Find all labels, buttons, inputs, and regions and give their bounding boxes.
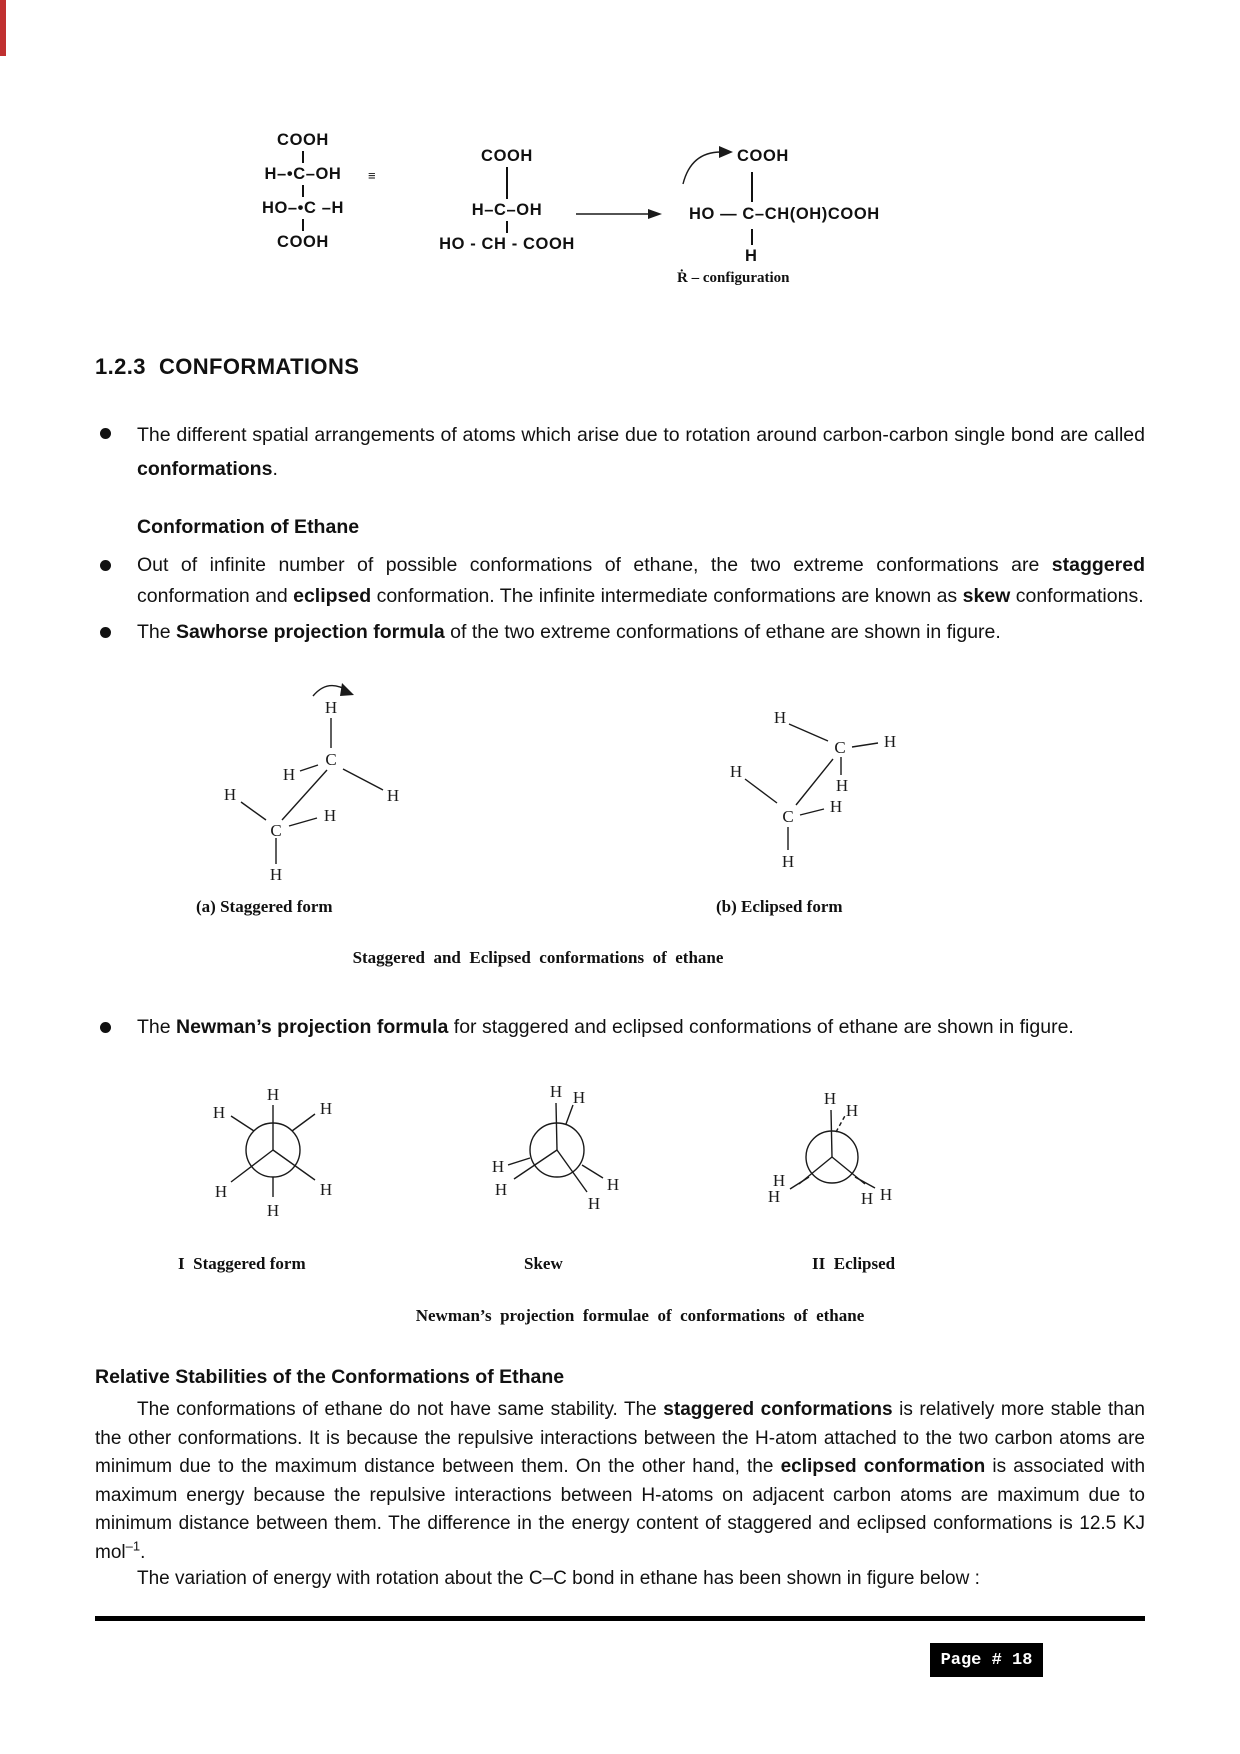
bullet-icon — [100, 1022, 111, 1033]
atom-labels — [768, 1089, 892, 1208]
svg-text:H: H — [282, 765, 296, 784]
svg-text:H: H — [829, 797, 843, 816]
newman-staggered-label: I Staggered form — [178, 1254, 306, 1273]
eclipsed-sawhorse-figure — [700, 695, 910, 877]
newman-staggered-figure — [185, 1075, 365, 1227]
front-bonds — [799, 1110, 865, 1184]
bond-vertical — [302, 219, 304, 231]
newman-skew-figure — [470, 1075, 650, 1227]
atom-labels — [730, 708, 896, 871]
formula-line: HO — C–CH(OH)COOH — [689, 205, 880, 223]
sawhorse-text — [137, 617, 1145, 648]
bonds — [241, 718, 383, 864]
bonds — [745, 724, 878, 850]
svg-text:C: C — [270, 821, 282, 840]
text-run: The — [137, 621, 177, 643]
newman-figure-caption: Newman’s projection formulae of conformations of ethane — [415, 1306, 865, 1325]
page-number-label: Page # 18 — [940, 1650, 1033, 1670]
svg-text:H: H — [860, 1189, 874, 1208]
energy-variation-paragraph: The variation of energy with rotation about the C–C bond in ethane has been shown in figure below : — [137, 1568, 980, 1589]
reaction-arrow-icon — [572, 200, 664, 228]
bond-vertical — [506, 221, 508, 233]
bond-vertical — [302, 151, 304, 163]
svg-text:H: H — [549, 1082, 563, 1101]
svg-text:H: H — [606, 1175, 620, 1194]
svg-text:C: C — [325, 750, 337, 769]
svg-text:H: H — [266, 1201, 280, 1220]
text-run: for staggered and eclipsed conformations of ethane are shown in figure. — [448, 1016, 1074, 1038]
configuration-caption: Ṙ – configuration — [677, 270, 790, 286]
svg-text:H: H — [767, 1187, 781, 1206]
svg-text:H: H — [319, 1180, 333, 1199]
subheading-conformation-of-ethane: Conformation of Ethane — [137, 516, 360, 538]
newman-eclipsed-label: II Eclipsed — [812, 1254, 896, 1273]
text-run-bold: eclipsed conformation — [780, 1456, 986, 1477]
svg-text:H: H — [823, 1089, 837, 1108]
svg-text:H: H — [879, 1185, 893, 1204]
formula-line: H — [745, 247, 758, 265]
text-run-bold: staggered conformations — [663, 1399, 893, 1420]
formula-line: COOH — [277, 233, 329, 251]
superscript: –1 — [125, 1538, 141, 1554]
svg-text:H: H — [729, 762, 743, 781]
text-run: is relatively more stable than the other conformations. It is because the repulsive interactions between the H-atom attached to the two carbon atoms are minimum due to the maximum distance between them. On the other hand, the — [95, 1399, 1145, 1477]
equivalence-symbol: ≡ — [368, 168, 376, 183]
page-number-badge — [930, 1643, 1043, 1677]
formula-line: COOH — [481, 147, 533, 165]
staggered-eclipsed-text — [137, 550, 1145, 612]
rotation-arrow-icon — [313, 683, 354, 696]
bond-vertical — [302, 185, 304, 197]
text-run: of the two extreme conformations of ethane are shown in figure. — [444, 621, 1001, 643]
svg-text:H: H — [883, 732, 897, 751]
front-bonds — [514, 1103, 587, 1192]
svg-text:H: H — [324, 698, 338, 717]
formula-line: COOH — [737, 147, 789, 165]
text-run: Out of infinite number of possible conformations of ethane, the two extreme conformations are — [137, 554, 1052, 576]
staggered-form-label: (a) Staggered form — [196, 897, 333, 916]
svg-text:H: H — [386, 786, 400, 805]
text-run: . — [140, 1541, 146, 1563]
bond-vertical — [751, 172, 753, 202]
svg-text:H: H — [491, 1157, 505, 1176]
svg-text:H: H — [212, 1103, 226, 1122]
svg-text:H: H — [323, 806, 337, 825]
bond-vertical — [751, 229, 753, 245]
condensed-structure — [438, 146, 576, 254]
formula-line: COOH — [277, 131, 329, 149]
svg-text:C: C — [782, 807, 794, 826]
tartaric-acid-fischer-structure — [218, 130, 388, 252]
bullet-icon — [100, 627, 111, 638]
newman-text — [137, 1012, 1145, 1043]
section-heading — [95, 354, 359, 380]
svg-text:H: H — [319, 1099, 333, 1118]
formula-line: HO - CH - COOH — [439, 235, 575, 253]
formula-line: H–C–OH — [471, 201, 543, 219]
text-run-bold: Sawhorse projection formula — [176, 621, 445, 643]
rear-bonds — [508, 1105, 603, 1178]
front-bonds — [231, 1105, 315, 1182]
sawhorse-figure-caption: Staggered and Eclipsed conformations of ethane — [352, 948, 724, 967]
svg-text:H: H — [494, 1180, 508, 1199]
svg-text:H: H — [845, 1101, 859, 1120]
bullet-icon — [100, 560, 111, 571]
text-run: The — [137, 1016, 177, 1038]
text-run: is associated with maximum energy because the repulsive interactions between H-atoms on adjacent carbon atoms are maximum due to minimum distance between them. The difference in the energy content of staggered and eclipsed conformations is 12.5 KJ mol — [95, 1456, 1146, 1563]
svg-text:H: H — [214, 1182, 228, 1201]
footer-rule — [95, 1616, 1145, 1621]
svg-text:C: C — [834, 738, 846, 757]
formula-line: H–•C–OH — [264, 165, 342, 183]
svg-text:H: H — [587, 1194, 601, 1213]
text-run: conformations. — [1010, 585, 1144, 607]
text-run-bold: eclipsed — [293, 585, 372, 607]
svg-text:H: H — [781, 852, 795, 871]
svg-text:H: H — [772, 1171, 786, 1190]
conformations-definition — [137, 418, 1145, 486]
stability-paragraph — [95, 1396, 1145, 1567]
formula-line: HO–•C –H — [261, 199, 345, 217]
text-run: conformation and — [137, 585, 294, 607]
scan-artifact — [0, 0, 6, 56]
svg-text:H: H — [572, 1088, 586, 1107]
section-title: CONFORMATIONS — [158, 354, 360, 379]
text-run: The conformations of ethane do not have same stability. The — [137, 1399, 664, 1420]
bond-vertical — [506, 167, 508, 199]
section-number: 1.2.3 — [95, 354, 146, 379]
stability-heading: Relative Stabilities of the Conformations of Ethane — [95, 1366, 565, 1388]
svg-text:H: H — [266, 1085, 280, 1104]
r-configuration-structure — [675, 138, 915, 298]
text-run-bold: conformations — [137, 458, 273, 480]
staggered-sawhorse-figure — [200, 668, 410, 890]
svg-text:H: H — [269, 865, 283, 884]
atom-labels — [492, 1082, 619, 1213]
atom-labels — [224, 698, 399, 884]
newman-skew-label: Skew — [524, 1254, 563, 1273]
text-run: conformation. The infinite intermediate conformations are known as — [371, 585, 963, 607]
text-run: The different spatial arrangements of atoms which arise due to rotation around carbon-carbon single bond are called — [137, 424, 1145, 446]
newman-eclipsed-figure — [745, 1078, 925, 1230]
eclipsed-form-label: (b) Eclipsed form — [716, 897, 843, 916]
svg-text:H: H — [773, 708, 787, 727]
text-run-bold: skew — [962, 585, 1011, 607]
text-run-bold: staggered — [1051, 554, 1145, 576]
svg-text:H: H — [223, 785, 237, 804]
text-run-bold: Newman’s projection formula — [176, 1016, 449, 1038]
rotation-arrow-icon — [675, 140, 737, 186]
bullet-icon — [100, 428, 111, 439]
text-run: . — [272, 458, 278, 480]
svg-text:H: H — [835, 776, 849, 795]
